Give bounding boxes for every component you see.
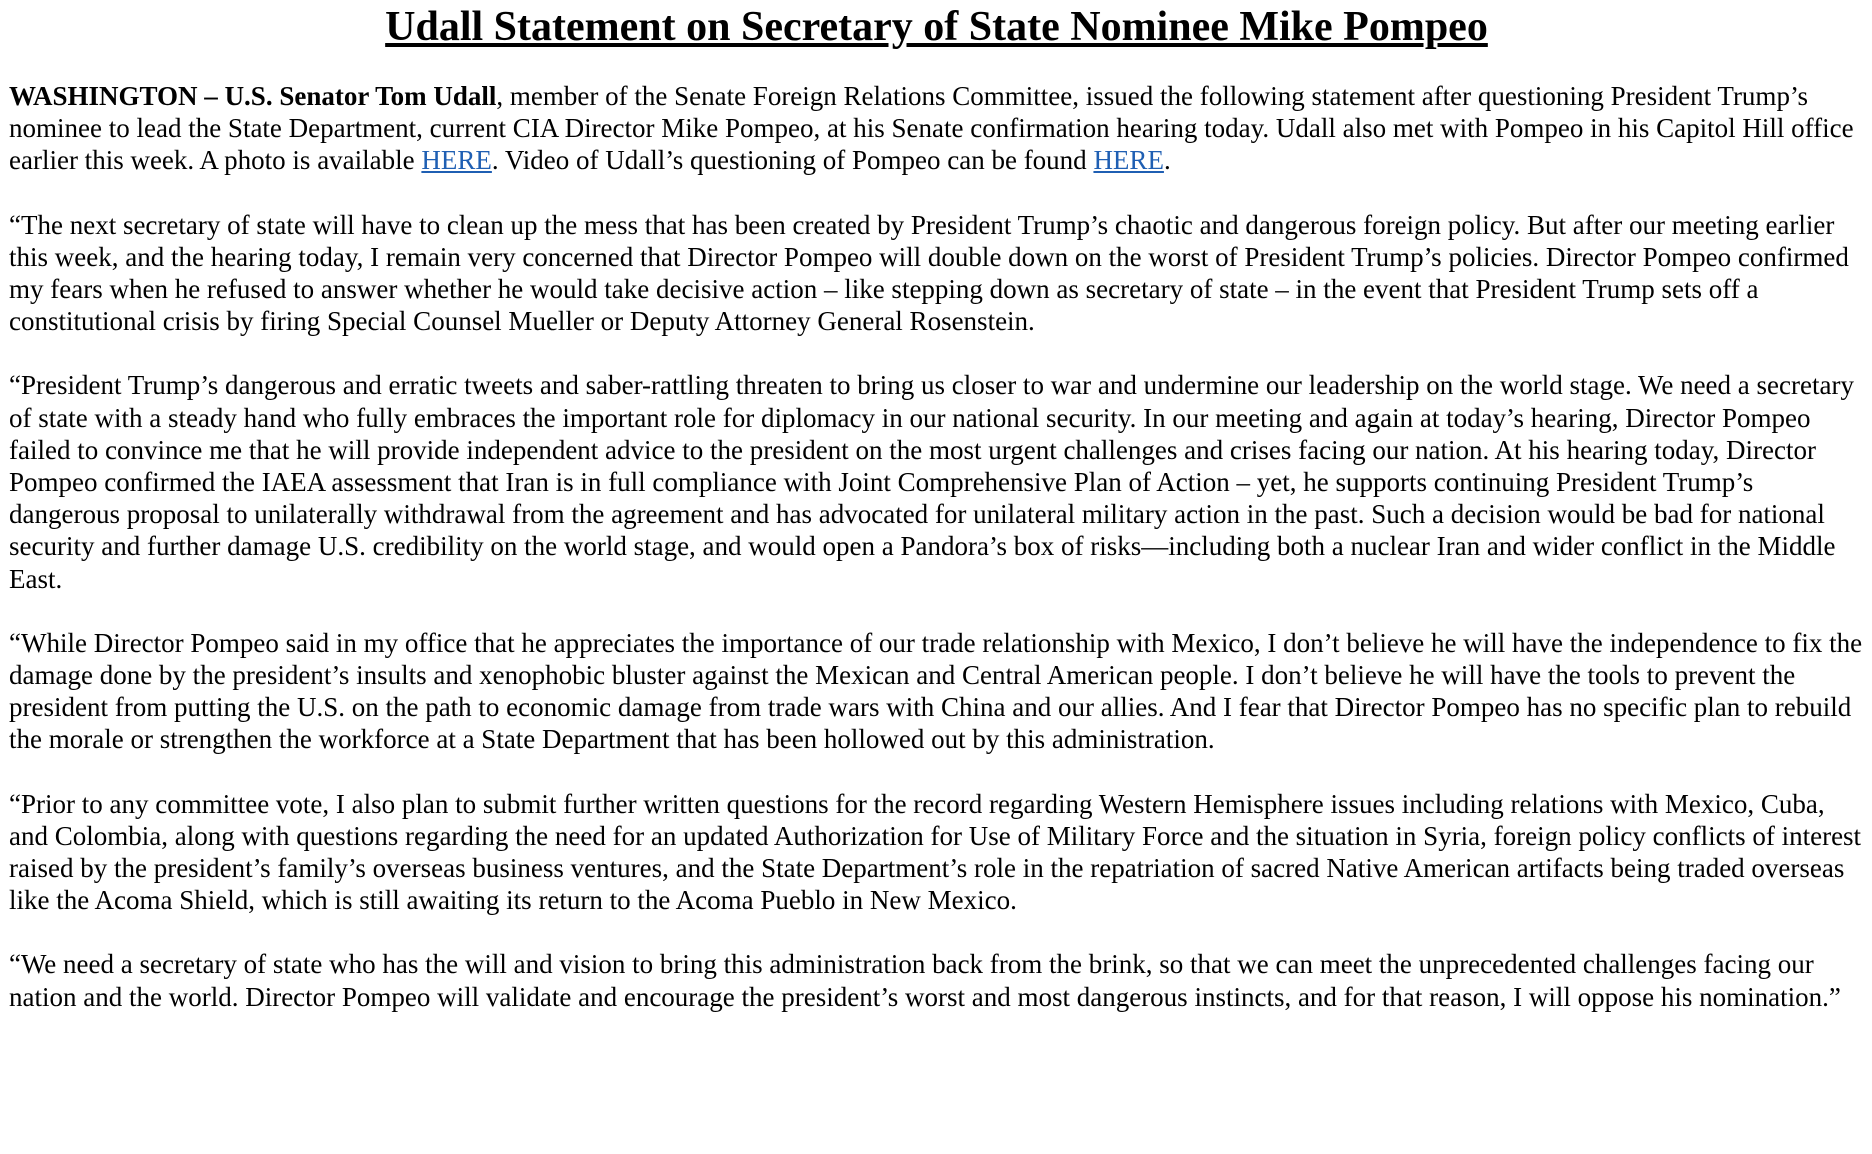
statement-paragraph-1: “The next secretary of state will have to clean up the mess that has been created by President Trump’s chaotic and dangerous foreign policy. But after our meeting earlier this week, and the hearing today, I remain very concerned that Director Pompeo will double down on the worst of President Trump’s policies. Director Pompeo confirmed my fears when he refused to answer whether he would take decisive action – like stepping down as secretary of state – in the event that President Trump sets off a constitutional crisis by firing Special Counsel Mueller or Deputy Attorney General Rosenstein.: [9, 209, 1849, 337]
intro-paragraph: [9, 80, 1864, 177]
statement-paragraph-5: “We need a secretary of state who has the will and vision to bring this administration back from the brink, so that we can meet the unprecedented challenges facing our nation and the world. Director Pompeo will validate and encourage the president’s worst and most dangerous instincts, and for that reason, I will oppose his nomination.”: [9, 949, 1841, 1012]
intro-text-2: . Video of Udall’s questioning of Pompeo can be found: [491, 145, 1094, 176]
intro-text-3: .: [1163, 145, 1171, 176]
video-link[interactable]: HERE: [1093, 145, 1164, 176]
statement-paragraph-3: “While Director Pompeo said in my office that he appreciates the importance of our trade relationship with Mexico, I don’t believe he will have the independence to fix the damage done by the president’s insults and xenophobic bluster against the Mexican and Central American people. I don’t believe he will have the tools to prevent the president from putting the U.S. on the path to economic damage from trade wars with China and our allies. And I fear that Director Pompeo has no specific plan to rebuild the morale or strengthen the workforce at a State Department that has been hollowed out by this administration.: [9, 627, 1863, 755]
statement-paragraph-2: “President Trump’s dangerous and erratic tweets and saber-rattling threaten to bring us closer to war and undermine our leadership on the world stage. We need a secretary of state with a steady hand who fully embraces the important role for diplomacy in our national security. In our meeting and again at today’s hearing, Director Pompeo failed to convince me that he will provide independent advice to the president on the most urgent challenges and crises facing our nation. At his hearing today, Director Pompeo confirmed the IAEA assessment that Iran is in full compliance with Joint Comprehensive Plan of Action – yet, he supports continuing President Trump’s dangerous proposal to unilaterally withdrawal from the agreement and has advocated for unilateral military action in the past. Such a decision would be bad for national security and further damage U.S. credibility on the world stage, and would open a Pandora’s box of risks—including both a nuclear Iran and wider conflict in the Middle East.: [9, 370, 1854, 594]
photo-link[interactable]: HERE: [421, 145, 492, 176]
statement-paragraph-4: “Prior to any committee vote, I also plan to submit further written questions for the record regarding Western Hemisphere issues including relations with Mexico, Cuba, and Colombia, along with questions regarding the need for an updated Authorization for Use of Military Force and the situation in Syria, foreign policy conflicts of interest raised by the president’s family’s overseas business ventures, and the State Department’s role in the repatriation of sacred Native American artifacts being traded overseas like the Acoma Shield, which is still awaiting its return to the Acoma Pueblo in New Mexico.: [9, 788, 1862, 916]
intro-text-1: , member of the Senate Foreign Relations Committee, issued the following statement after questioning President Trump’s nominee to lead the State Department, current CIA Director Mike Pompeo, at his Senate confirmation hearing today. Udall also met with Pompeo in his Capitol Hill office earlier this week. A photo is available: [9, 81, 1854, 176]
page-title: Udall Statement on Secretary of State Nominee Mike Pompeo: [385, 4, 1488, 50]
speaker-name: U.S. Senator Tom Udall: [224, 81, 497, 111]
dateline: WASHINGTON –: [9, 81, 225, 111]
